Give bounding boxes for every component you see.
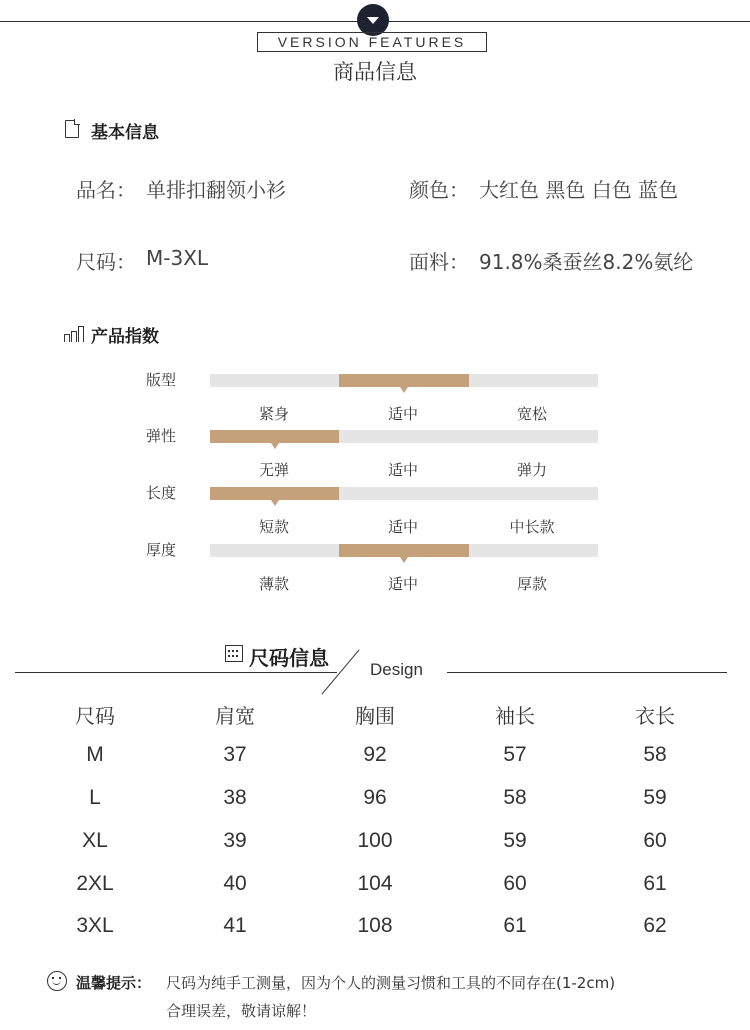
fabric-label: 面料： (409, 250, 469, 274)
color-value: 大红色 黑色 白色 蓝色 (479, 178, 679, 202)
table-cell: 92 (363, 743, 387, 766)
table-cell: 37 (223, 743, 247, 766)
table-header-cell: 袖长 (495, 704, 535, 728)
table-cell: 96 (363, 786, 387, 809)
table-cell: 100 (357, 829, 393, 852)
table-cell: 58 (503, 786, 527, 809)
size-range-value: M-3XL (146, 246, 209, 270)
table-cell: 104 (357, 872, 393, 895)
table-cell: 58 (643, 743, 667, 766)
index-pointer (271, 500, 279, 506)
index-option: 弹力 (516, 461, 547, 479)
calendar-icon (225, 645, 243, 662)
page-title: 商品信息 (333, 60, 417, 84)
index-option: 紧身 (258, 405, 289, 423)
index-pointer (271, 443, 279, 449)
bar-chart-icon (64, 325, 84, 342)
index-option: 宽松 (516, 405, 547, 423)
table-cell: 57 (503, 743, 527, 766)
index-option: 无弹 (258, 461, 289, 479)
index-fill (210, 430, 339, 443)
index-option: 适中 (387, 575, 418, 593)
size-divider-left (15, 672, 337, 673)
index-option: 适中 (387, 405, 418, 423)
product-name-label: 品名： (76, 178, 136, 202)
table-cell: 62 (643, 914, 667, 937)
size-info-heading: 尺码信息 (249, 646, 329, 670)
size-divider-right (447, 672, 727, 673)
table-cell: 61 (643, 872, 667, 895)
product-index-heading: 产品指数 (91, 327, 159, 347)
table-cell: 41 (223, 914, 247, 937)
tip-text-line2: 合理误差，敬请谅解！ (166, 1002, 317, 1020)
basic-info-heading: 基本信息 (91, 123, 159, 143)
smile-icon (47, 971, 67, 991)
size-range-label: 尺码： (76, 250, 136, 274)
table-cell: 59 (643, 786, 667, 809)
table-header-cell: 尺码 (75, 704, 115, 728)
table-cell: 60 (643, 829, 667, 852)
index-label: 厚度 (146, 541, 177, 559)
color-label: 颜色： (409, 178, 469, 202)
size-row-label: 3XL (76, 914, 114, 937)
design-label: Design (370, 660, 423, 679)
size-row-label: M (86, 743, 104, 766)
size-row-label: XL (82, 829, 108, 852)
size-row-label: L (89, 786, 101, 809)
index-option: 适中 (387, 518, 418, 536)
table-header-cell: 肩宽 (215, 704, 255, 728)
table-cell: 40 (223, 872, 247, 895)
fabric-value: 91.8%桑蚕丝8.2%氨纶 (479, 250, 694, 274)
index-option: 中长款 (509, 518, 555, 536)
index-option: 短款 (258, 518, 289, 536)
index-option: 适中 (387, 461, 418, 479)
table-header-cell: 胸围 (355, 704, 395, 728)
index-label: 长度 (146, 484, 177, 502)
table-cell: 108 (357, 914, 393, 937)
table-cell: 39 (223, 829, 247, 852)
index-label: 版型 (146, 371, 177, 389)
tip-text-line1: 尺码为纯手工测量，因为个人的测量习惯和工具的不同存在(1-2cm) (166, 974, 616, 992)
table-cell: 59 (503, 829, 527, 852)
table-header-cell: 衣长 (635, 704, 675, 728)
document-icon (65, 120, 79, 138)
index-fill (339, 374, 468, 387)
table-cell: 61 (503, 914, 527, 937)
index-pointer (400, 387, 408, 393)
size-row-label: 2XL (76, 872, 114, 895)
index-fill (339, 544, 468, 557)
tip-label: 温馨提示： (76, 974, 152, 992)
version-features-label: VERSION FEATURES (257, 32, 487, 52)
table-cell: 38 (223, 786, 247, 809)
index-option: 厚款 (516, 575, 547, 593)
index-option: 薄款 (258, 575, 289, 593)
product-name-value: 单排扣翻领小衫 (146, 178, 286, 202)
index-label: 弹性 (146, 427, 177, 445)
index-pointer (400, 557, 408, 563)
table-cell: 60 (503, 872, 527, 895)
index-fill (210, 487, 339, 500)
